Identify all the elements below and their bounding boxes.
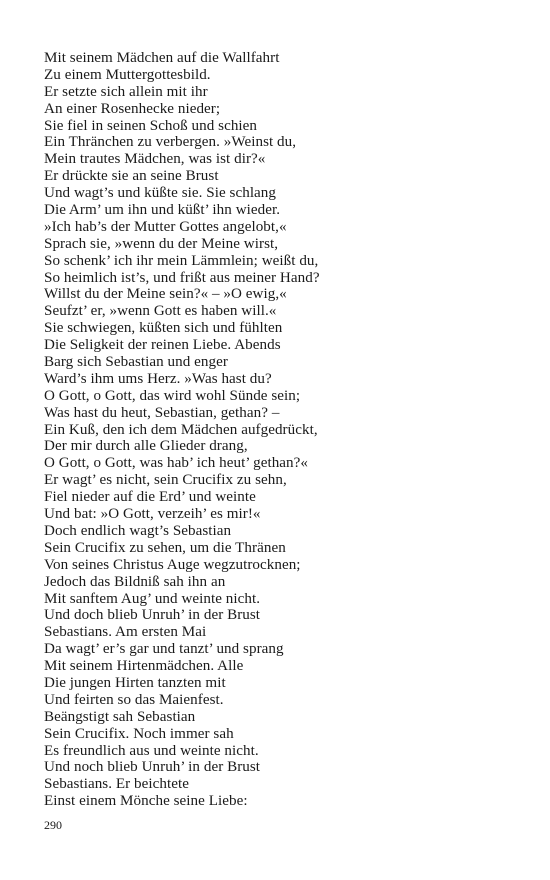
poem-line: Mit seinem Hirtenmädchen. Alle (44, 658, 244, 675)
poem-line: Der mir durch alle Glieder drang, (44, 438, 248, 455)
poem-line: O Gott, o Gott, das wird wohl Sünde sein; (44, 387, 301, 404)
poem-line: Barg sich Sebastian und enger (44, 354, 228, 371)
poem-line: Zu einem Muttergottesbild. (44, 66, 211, 83)
poem-line: Mit seinem Mädchen auf die Wallfahrt (44, 50, 280, 66)
poem-line: Sebastians. Er beichtete (44, 776, 189, 793)
poem-line: Einst einem Mönche seine Liebe: (44, 793, 248, 810)
page-number: 290 (44, 818, 62, 832)
poem-line: O Gott, o Gott, was hab’ ich heut’ gethan?« (44, 455, 308, 472)
poem-line: Die jungen Hirten tanzten mit (44, 674, 226, 691)
poem-line: Und wagt’s und küßte sie. Sie schlang (44, 185, 276, 202)
poem-line: Mit sanftem Aug’ und weinte nicht. (44, 590, 261, 607)
poem-line: Sein Crucifix. Noch immer sah (44, 725, 234, 742)
poem-line: Sein Crucifix zu sehen, um die Thränen (44, 539, 286, 556)
poem-line: Und feirten so das Maienfest. (44, 691, 224, 708)
poem-line: Da wagt’ er’s gar und tanzt’ und sprang (44, 641, 284, 658)
poem-line: Von seines Christus Auge wegzutrocknen; (44, 556, 301, 573)
poem-line: Und bat: »O Gott, verzeih’ es mir!« (44, 506, 261, 523)
poem-line: Und noch blieb Unruh’ in der Brust (44, 759, 261, 776)
poem-line: Sprach sie, »wenn du der Meine wirst, (44, 235, 279, 252)
poem-line: Jedoch das Bildniß sah ihn an (44, 573, 226, 590)
poem-line: Sie schwiegen, küßten sich und fühlten (44, 320, 283, 337)
poem-line: Sebastians. Am ersten Mai (44, 624, 207, 641)
poem-line: An einer Rosenhecke nieder; (44, 100, 221, 117)
poem-line: Doch endlich wagt’s Sebastian (44, 522, 232, 539)
poem-line: Ein Kuß, den ich dem Mädchen aufgedrückt, (44, 421, 318, 438)
poem-line: Willst du der Meine sein?« – »O ewig,« (44, 286, 287, 303)
poem-line: So schenk’ ich ihr mein Lämmlein; weißt du, (44, 252, 319, 269)
poem-line: Er setzte sich allein mit ihr (44, 83, 208, 100)
poem-line: So heimlich ist’s, und frißt aus meiner Hand? (44, 269, 320, 286)
poem-line: Die Seligkeit der reinen Liebe. Abends (44, 337, 281, 354)
poem-line: Seufzt’ er, »wenn Gott es haben will.« (44, 303, 277, 320)
poem-line: Fiel nieder auf die Erd’ und weinte (44, 489, 256, 506)
poem-line: Er wagt’ es nicht, sein Crucifix zu sehn, (44, 472, 287, 489)
poem-line: Ein Thränchen zu verbergen. »Weinst du, (44, 134, 297, 151)
poem-line: Es freundlich aus und weinte nicht. (44, 742, 259, 759)
poem-line: Beängstigt sah Sebastian (44, 708, 196, 725)
poem-line: Die Arm’ um ihn und küßt’ ihn wieder. (44, 202, 281, 219)
poem-line: Sie fiel in seinen Schoß und schien (44, 117, 258, 134)
poem-line: Mein trautes Mädchen, was ist dir?« (44, 151, 266, 168)
poem-line: »Ich hab’s der Mutter Gottes angelobt,« (44, 218, 287, 235)
poem-line: Was hast du heut, Sebastian, gethan? – (44, 404, 280, 421)
poem-line: Ward’s ihm ums Herz. »Was hast du? (44, 370, 272, 387)
poem-text (44, 50, 524, 810)
poem-line: Und doch blieb Unruh’ in der Brust (44, 607, 261, 624)
poem-line: Er drückte sie an seine Brust (44, 168, 219, 185)
